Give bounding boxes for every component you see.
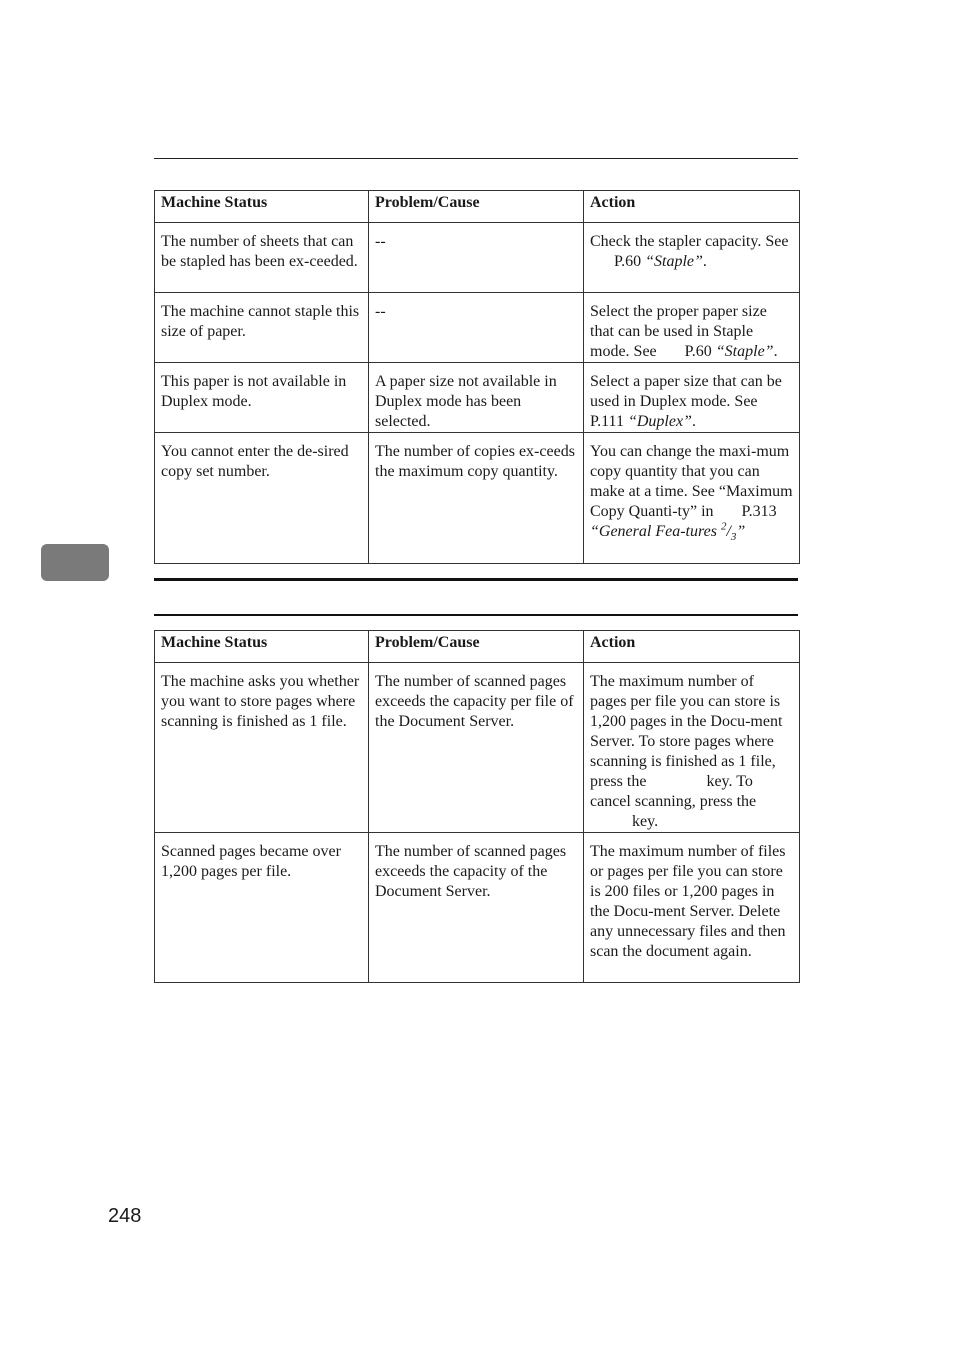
action-text: key. [632,813,659,830]
fraction-numerator: 2 [720,520,727,533]
problem-cause-cell: The number of scanned pages exceeds the capacity per file of the Document Server. [369,663,584,833]
page-number: 248 [108,1205,142,1227]
action-text: key. To cancel scanning, press the [590,773,757,810]
machine-status-cell: You cannot enter the de-sired copy set number. [155,433,369,564]
page-reference: P.60 [684,343,712,360]
action-cell [584,223,800,293]
page-reference: P.111 [590,413,624,430]
action-text: Select a paper size that can be used in Duplex mode. See [590,373,782,410]
machine-status-cell: Scanned pages became over 1,200 pages per file. [155,833,369,983]
table-row [155,663,800,833]
machine-status-cell: The machine cannot staple this size of paper. [155,293,369,363]
table-row [155,833,800,983]
punctuation: . [702,253,707,270]
machine-status-cell: The number of sheets that can be stapled has been ex-ceeded. [155,223,369,293]
action-text: Select the proper paper size that can be used in Staple mode. See [590,303,767,360]
header-action: Action [584,631,800,663]
section-reference: “Staple” [645,253,703,270]
action-cell [584,363,800,433]
fraction-slash: / [726,523,731,540]
section-rule-thin [154,614,798,616]
table-row [155,223,800,293]
punctuation: ” [736,523,746,540]
fraction-denominator: 3 [730,531,737,544]
chapter-tab [41,544,109,581]
table-header-row [155,631,800,663]
section-reference: “Duplex” [627,413,692,430]
header-action: Action [584,191,800,223]
table-row [155,433,800,564]
problem-cause-cell: The number of scanned pages exceeds the capacity of the Document Server. [369,833,584,983]
machine-status-cell: This paper is not available in Duplex mode. [155,363,369,433]
page-reference: P.313 [741,503,777,520]
section-reference: “Staple” [715,343,774,360]
action-cell [584,293,800,363]
header-machine-status: Machine Status [155,191,369,223]
action-text: You can change the maxi-mum copy quantity that you can make at a time. See “Maximum Copy Quanti-ty” in [590,443,793,520]
machine-status-cell: The machine asks you whether you want to store pages where scanning is finished as 1 file. [155,663,369,833]
table-row [155,293,800,363]
section-rule-thick [154,578,798,581]
header-problem-cause: Problem/Cause [369,631,584,663]
problem-cause-cell: The number of copies ex-ceeds the maximum copy quantity. [369,433,584,564]
action-text: The maximum number of pages per file you can store is 1,200 pages in the Docu-ment Server. To store pages where scanning is finished as 1 file, press the [590,673,783,790]
problem-cause-cell: -- [369,223,584,293]
troubleshooting-table-2 [154,630,800,983]
table-row [155,363,800,433]
punctuation: . [691,413,696,430]
problem-cause-cell: A paper size not available in Duplex mode has been selected. [369,363,584,433]
header-problem-cause: Problem/Cause [369,191,584,223]
punctuation: . [773,343,778,360]
section-reference: “General Fea-tures [590,523,717,540]
page-reference: P.60 [614,253,642,270]
action-text: Check the stapler capacity. See [590,233,789,250]
top-rule [154,158,798,159]
troubleshooting-table-1 [154,190,800,564]
header-machine-status: Machine Status [155,631,369,663]
action-cell: The maximum number of files or pages per file you can store is 200 files or 1,200 pages in the Docu-ment Server. Delete any unnecessary files and then scan the document again. [584,833,800,983]
table-header-row [155,191,800,223]
problem-cause-cell: -- [369,293,584,363]
action-cell [584,663,800,833]
action-cell [584,433,800,564]
